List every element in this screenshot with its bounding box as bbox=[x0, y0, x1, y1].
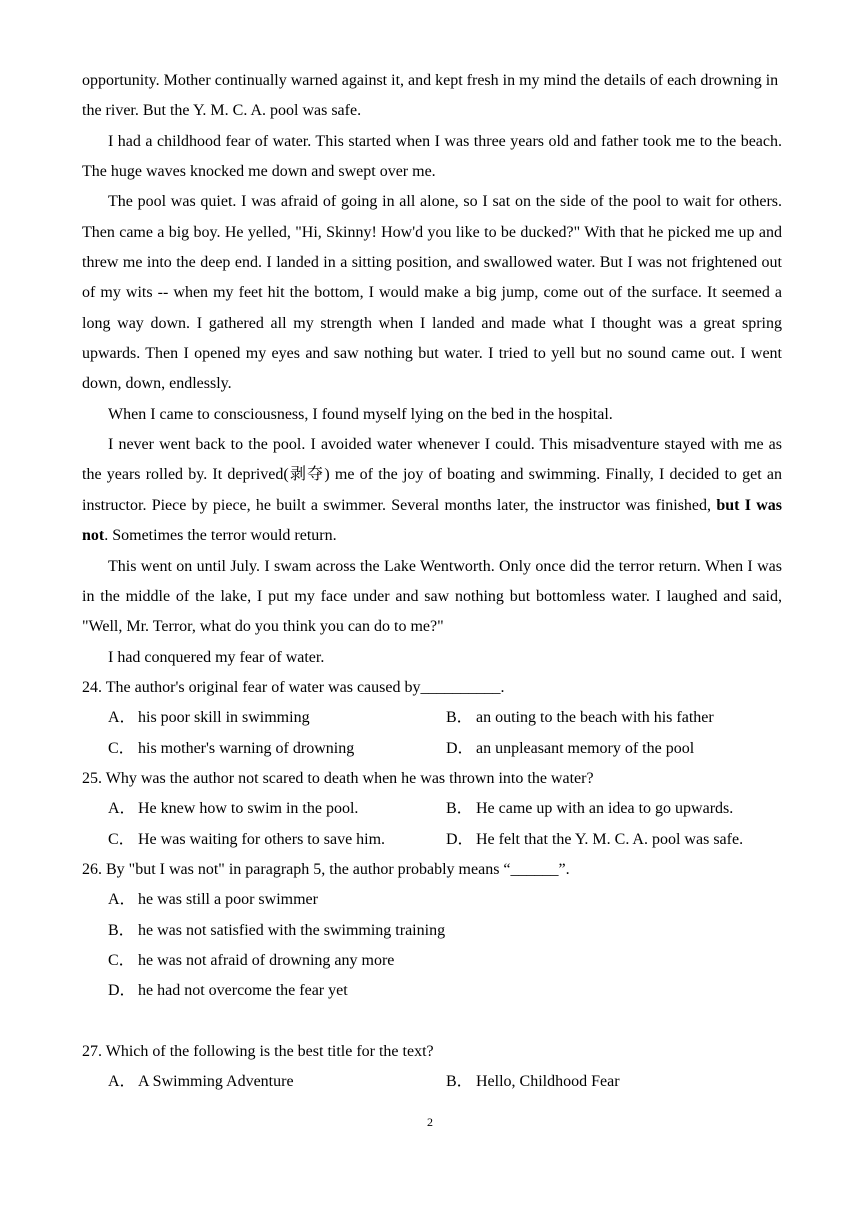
option-letter: B． bbox=[446, 800, 473, 818]
question-stem: 26. By "but I was not" in paragraph 5, the author probably means “______”. bbox=[82, 860, 570, 878]
option-text: he was not afraid of drowning any more bbox=[138, 951, 395, 969]
option-letter: B． bbox=[446, 709, 473, 727]
page-content bbox=[82, 66, 782, 1098]
question-26 bbox=[82, 855, 782, 1007]
option-b bbox=[108, 916, 782, 946]
option-b bbox=[446, 794, 782, 824]
passage-paragraph-6: This went on until July. I swam across the Lake Wentworth. Only once did the terror return. When I was in the middle of the lake, I put my face under and saw nothing but bottomless water. I laughed and said, "Well, Mr. Terror, what do you think you can do to me?" bbox=[82, 557, 782, 636]
question-stem: 27. Which of the following is the best title for the text? bbox=[82, 1043, 434, 1060]
option-text: A Swimming Adventure bbox=[138, 1073, 294, 1091]
option-a bbox=[108, 794, 446, 824]
option-c bbox=[108, 946, 782, 976]
question-24 bbox=[82, 673, 782, 764]
paragraph-5-bold-phrase: but I was not bbox=[82, 496, 782, 545]
question-stem: 25. Why was the author not scared to death when he was thrown into the water? bbox=[82, 769, 594, 787]
option-text: he was not satisfied with the swimming training bbox=[138, 921, 446, 939]
option-text: an unpleasant memory of the pool bbox=[476, 739, 695, 757]
blank-line bbox=[82, 1007, 782, 1037]
option-d bbox=[446, 825, 782, 855]
passage-paragraph-4: When I came to consciousness, I found myself lying on the bed in the hospital. bbox=[108, 405, 613, 423]
passage-paragraph-2: I had a childhood fear of water. This started when I was three years old and father took me to the beach. The huge waves knocked me down and swept over me. bbox=[82, 132, 782, 181]
option-letter: C． bbox=[108, 951, 135, 969]
option-text: an outing to the beach with his father bbox=[476, 709, 714, 727]
question-27 bbox=[82, 1037, 782, 1098]
paragraph-5-text-a: I never went back to the pool. I avoided water whenever I could. This misadventure stayed with me as the years rolled by. It deprived(剥夺) me of the joy of boating and swimming. Finally, I decided to get an instructor. Piece by piece, he built a swimmer. Several months later, the instructor was finished, bbox=[82, 436, 782, 514]
option-text: He knew how to swim in the pool. bbox=[138, 800, 359, 818]
passage-paragraph-3: The pool was quiet. I was afraid of going in all alone, so I sat on the side of the pool to wait for others. Then came a big boy. He yelled, "Hi, Skinny! How'd you like to be ducked?" With that he picked me up and threw me into the deep end. I landed in a sitting position, and swallowed water. But I was not frightened out of my wits -- when my feet hit the bottom, I would make a big jump, come out of the surface. It seemed a long way down. I gathered all my strength when I landed and made what I thought was a great spring upwards. Then I opened my eyes and saw nothing but water. I tried to yell but no sound came out. I went down, down, endlessly. bbox=[82, 193, 782, 393]
option-c bbox=[108, 734, 446, 764]
option-letter: D． bbox=[108, 982, 136, 1000]
option-list bbox=[82, 1067, 782, 1097]
option-list bbox=[82, 794, 782, 855]
option-letter: A． bbox=[108, 891, 136, 909]
question-stem: 24. The author's original fear of water was caused by__________. bbox=[82, 678, 505, 696]
option-letter: D． bbox=[446, 830, 474, 848]
option-d bbox=[446, 734, 782, 764]
option-list bbox=[82, 703, 782, 764]
page-number: 2 bbox=[427, 1115, 433, 1129]
passage-paragraph-7: I had conquered my fear of water. bbox=[108, 648, 325, 666]
option-letter: C． bbox=[108, 830, 135, 848]
option-letter: A． bbox=[108, 800, 136, 818]
question-25 bbox=[82, 764, 782, 855]
option-letter: C． bbox=[108, 739, 135, 757]
option-text: his poor skill in swimming bbox=[138, 709, 310, 727]
passage-paragraph-1: opportunity. Mother continually warned against it, and kept fresh in my mind the details of each drowning in the river. But the Y. M. C. A. pool was safe. bbox=[82, 72, 779, 120]
option-letter: D． bbox=[446, 739, 474, 757]
option-letter: A． bbox=[108, 1073, 136, 1091]
option-text: He came up with an idea to go upwards. bbox=[476, 800, 734, 818]
option-text: he had not overcome the fear yet bbox=[138, 982, 348, 1000]
option-letter: B． bbox=[446, 1073, 473, 1091]
option-d bbox=[108, 976, 782, 1006]
option-letter: B． bbox=[108, 921, 135, 939]
option-letter: A． bbox=[108, 709, 136, 727]
option-b bbox=[446, 1067, 782, 1097]
option-a bbox=[108, 703, 446, 733]
option-a bbox=[108, 885, 782, 915]
option-text: Hello, Childhood Fear bbox=[476, 1073, 620, 1091]
option-text: his mother's warning of drowning bbox=[138, 739, 355, 757]
option-text: He felt that the Y. M. C. A. pool was safe. bbox=[476, 830, 744, 848]
option-text: He was waiting for others to save him. bbox=[138, 830, 386, 848]
option-c bbox=[108, 825, 446, 855]
paragraph-5-text-b: . Sometimes the terror would return. bbox=[104, 527, 337, 545]
option-b bbox=[446, 703, 782, 733]
option-text: he was still a poor swimmer bbox=[138, 891, 318, 909]
option-a bbox=[108, 1067, 446, 1097]
option-list bbox=[82, 885, 782, 1006]
passage-paragraph-5 bbox=[82, 430, 782, 551]
